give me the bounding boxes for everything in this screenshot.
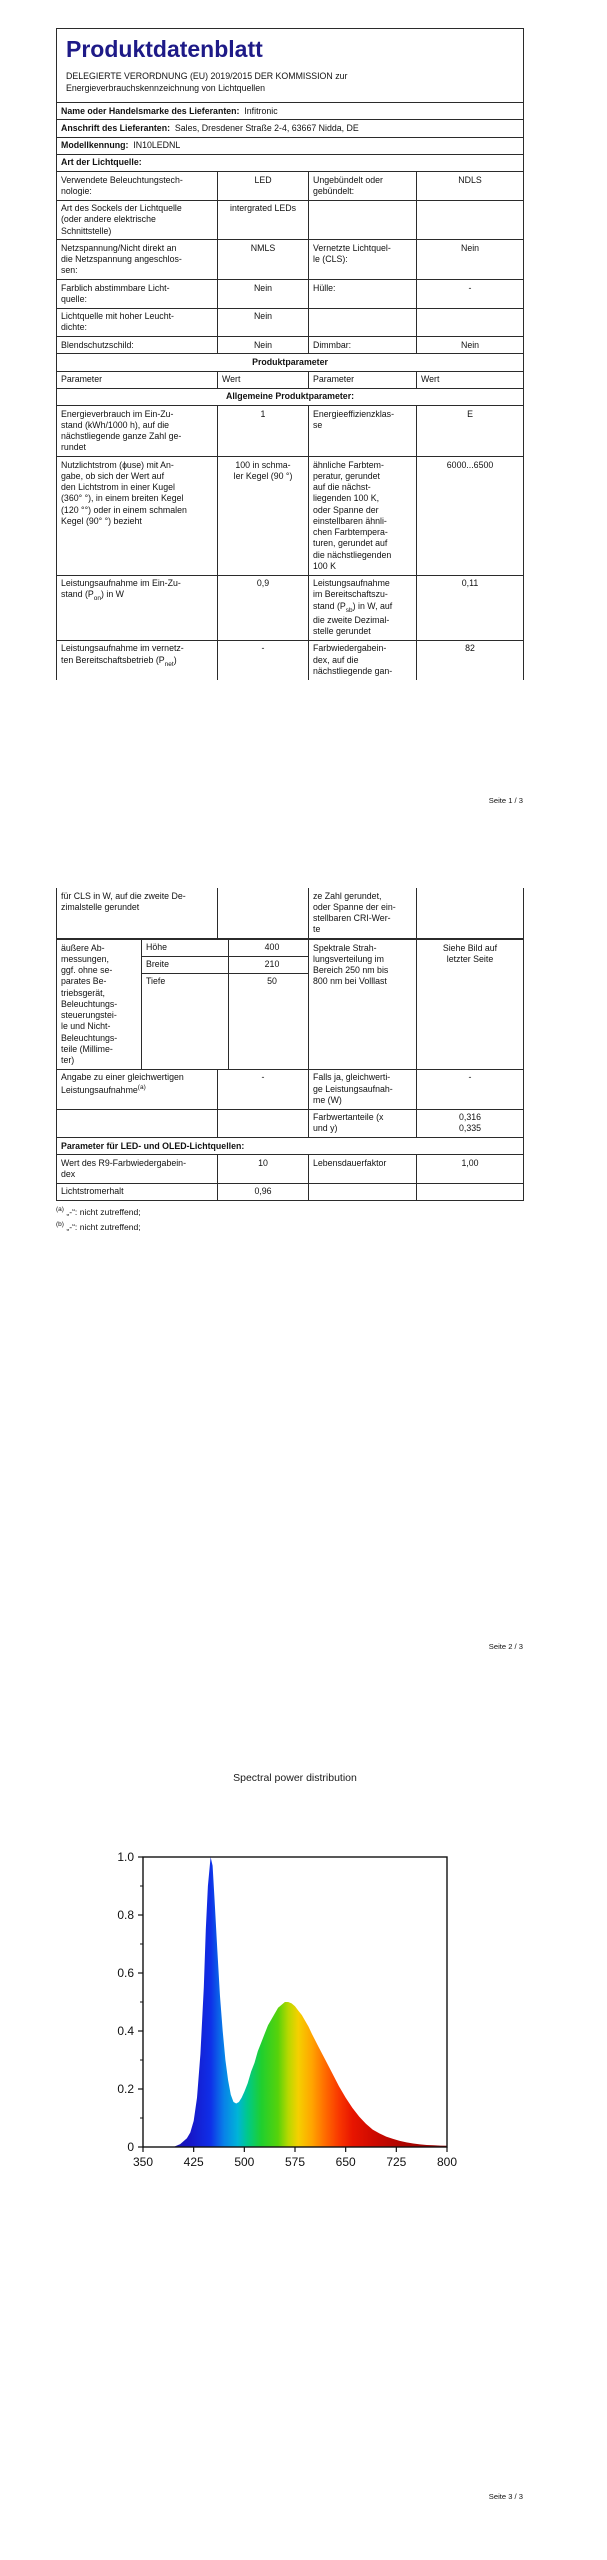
parameter-cell xyxy=(309,308,417,337)
parameter-cell xyxy=(309,1183,417,1200)
value-cell xyxy=(417,200,524,240)
table-row xyxy=(57,1155,524,1184)
x-tick-label: 800 xyxy=(436,2155,458,2169)
parameter-cell: Hülle: xyxy=(309,280,417,309)
page-title: Produktdatenblatt xyxy=(66,36,263,62)
address-label: Anschrift des Lieferanten: xyxy=(61,122,171,133)
supplier-cell xyxy=(57,103,524,120)
section-row xyxy=(57,388,524,405)
y-tick-label: 0.4 xyxy=(117,2024,134,2038)
value-cell: - xyxy=(417,1069,524,1109)
dimension-key: Höhe xyxy=(146,941,168,952)
parameter-cell: Energieeffizienzklas- se xyxy=(309,406,417,457)
page-indicator-3: Seite 3 / 3 xyxy=(488,2492,523,2501)
section-header: Parameter für LED- und OLED-Lichtquellen: xyxy=(57,1138,524,1155)
value-cell: Nein xyxy=(417,337,524,354)
supplier-label: Name oder Handelsmarke des Lieferanten: xyxy=(61,105,240,116)
table-row xyxy=(57,640,524,679)
value-cell: NDLS xyxy=(417,172,524,201)
dimension-value: 210 xyxy=(264,958,280,969)
address-value: Sales, Dresdener Straße 2-4, 63667 Nidda, DE xyxy=(174,122,359,133)
model-row xyxy=(57,137,524,154)
section-row xyxy=(57,1138,524,1155)
value-cell: - xyxy=(417,280,524,309)
parameter-cell: Leistungsaufnahme im Bereitschaftszu- stand $(P_{sb})$ in W, auf die zweite Dezimal- stelle gerundet xyxy=(309,575,417,640)
x-tick-label: 350 xyxy=(132,2155,154,2169)
value-cell: Nein xyxy=(218,337,309,354)
value-cell: 10 xyxy=(218,1155,309,1184)
table-row xyxy=(57,888,524,939)
value-cell: NMLS xyxy=(218,240,309,280)
spectral-power-distribution-chart xyxy=(90,1845,475,2180)
column-header: Wert xyxy=(218,371,309,388)
parameter-cell: Farbwertanteile (x und y) xyxy=(309,1109,417,1138)
parameter-cell: Vernetzte Lichtquel- le (CLS): xyxy=(309,240,417,280)
value-cell xyxy=(417,888,524,939)
dimensions-cell xyxy=(57,939,309,1069)
regulation-subtitle xyxy=(66,71,514,95)
value-cell xyxy=(417,1183,524,1200)
table-row xyxy=(57,1109,524,1138)
section-row xyxy=(57,354,524,371)
parameter-cell: Leistungsaufnahme im Ein-Zu- stand $(P_{on})$ in W xyxy=(57,575,218,640)
parameter-cell: Energieverbrauch im Ein-Zu- stand (kWh/1000 h), auf die nächstliegende ganze Zahl ge- rundet xyxy=(57,406,218,457)
section-row xyxy=(57,154,524,171)
footnote: $^{(b)}$ „-“: nicht zutreffend; xyxy=(56,1220,141,1232)
dimension-entry xyxy=(142,957,308,974)
table-row xyxy=(57,337,524,354)
value-cell: Nein xyxy=(218,308,309,337)
parameter-cell: für CLS in W, auf die zweite De- zimalstelle gerundet xyxy=(57,888,218,939)
dimension-entry xyxy=(142,974,308,990)
dimension-key: Breite xyxy=(146,958,169,969)
value-cell: 0,316 0,335 xyxy=(417,1109,524,1138)
dimension-entry xyxy=(142,940,308,957)
product-table-page2 xyxy=(56,888,524,1201)
table-row xyxy=(57,200,524,240)
y-tick-label: 0.2 xyxy=(117,2082,134,2096)
parameter-cell: Nutzlichtstrom (ɸuse) mit An- gabe, ob sich der Wert auf den Lichtstrom in einer Kugel (360° °), in einem breiten Kegel (120 °°) oder in einem schmalen Kegel (90° °) bezieht xyxy=(57,457,218,576)
parameter-cell: Angabe zu einer gleichwertigen Leistungsaufnahme$^{(a)}$ xyxy=(57,1069,218,1109)
dimensions-row xyxy=(57,939,524,1069)
column-header: Parameter xyxy=(57,371,218,388)
parameter-cell: Lichtstromerhalt xyxy=(57,1183,218,1200)
parameter-cell: Verwendete Beleuchtungstech- nologie: xyxy=(57,172,218,201)
parameter-cell: Blendschutzschild: xyxy=(57,337,218,354)
parameter-cell: Lebensdauerfaktor xyxy=(309,1155,417,1184)
table-row xyxy=(57,575,524,640)
footnote: $^{(a)}$ „-“: nicht zutreffend; xyxy=(56,1206,141,1217)
section-header: Allgemeine Produktparameter: xyxy=(57,388,524,405)
value-cell xyxy=(417,308,524,337)
y-tick-label: 0.6 xyxy=(117,1966,134,1980)
section-header: Produktparameter xyxy=(57,354,524,371)
model-label: Modellkennung: xyxy=(61,140,129,151)
value-cell: 0,9 xyxy=(218,575,309,640)
address-row xyxy=(57,120,524,137)
value-cell xyxy=(218,1109,309,1138)
dimension-value: 400 xyxy=(264,941,280,952)
x-tick-label: 425 xyxy=(183,2155,204,2169)
page-indicator-1: Seite 1 / 3 xyxy=(488,796,523,805)
parameter-cell: ze Zahl gerundet, oder Spanne der ein- stellbaren CRI-Wer- te xyxy=(309,888,417,939)
subtitle-line-2: Energieverbrauchskennzeichnung von Lichtquellen xyxy=(66,83,266,94)
parameter-cell: Netzspannung/Nicht direkt an die Netzspannung angeschlos- sen: xyxy=(57,240,218,280)
section-header: Art der Lichtquelle: xyxy=(57,154,524,171)
value-cell: Nein xyxy=(417,240,524,280)
value-cell: - xyxy=(218,1069,309,1109)
supplier-value: Infitronic xyxy=(244,105,278,116)
model-cell xyxy=(57,137,524,154)
y-tick-label: 1.0 xyxy=(117,1850,134,1864)
parameter-cell: Art des Sockels der Lichtquelle (oder andere elektrische Schnittstelle) xyxy=(57,200,218,240)
model-value: IN10LEDNL xyxy=(133,140,181,151)
page-2 xyxy=(56,888,524,1236)
value-cell: 1 xyxy=(218,406,309,457)
table-row xyxy=(57,240,524,280)
table-row xyxy=(57,1183,524,1200)
x-tick-label: 650 xyxy=(335,2155,356,2169)
parameter-cell: Ungebündelt oder gebündelt: xyxy=(309,172,417,201)
parameter-cell xyxy=(309,200,417,240)
parameter-cell xyxy=(57,1109,218,1138)
column-header: Parameter xyxy=(309,371,417,388)
value-cell: LED xyxy=(218,172,309,201)
dimension-value: 50 xyxy=(267,975,277,986)
x-tick-label: 725 xyxy=(386,2155,407,2169)
value-cell: E xyxy=(417,406,524,457)
table-row xyxy=(57,172,524,201)
x-tick-label: 575 xyxy=(284,2155,306,2169)
y-tick-label: 0.8 xyxy=(117,1908,134,1922)
page-1 xyxy=(56,28,524,680)
parameter-cell: Dimmbar: xyxy=(309,337,417,354)
parameter-cell: Farbwiedergabein- dex, auf die nächstliegende gan- xyxy=(309,640,417,679)
value-cell: Nein xyxy=(218,280,309,309)
address-cell xyxy=(57,120,524,137)
value-cell: 0,96 xyxy=(218,1183,309,1200)
dimensions-label: äußere Ab- messungen, ggf. ohne se- parates Be- triebsgerät, Beleuchtungs- steuerungstei- le und Nicht- Beleuchtungs- teile (Millime- ter) xyxy=(57,940,142,1069)
parameter-cell: Wert des R9-Farbwiedergabein- dex xyxy=(57,1155,218,1184)
parameter-cell: Spektrale Strah- lungsverteilung im Bereich 250 nm bis 800 nm bei Volllast xyxy=(309,939,417,1069)
value-cell: Siehe Bild auf letzter Seite xyxy=(417,939,524,1069)
table-row xyxy=(57,280,524,309)
product-table-page1 xyxy=(56,28,524,680)
parameter-cell: ähnliche Farbtem- peratur, gerundet auf die nächst- liegenden 100 K, oder Spanne der einstellbaren ähnli- chen Farbtempera- turen, gerundet auf die nächstliegenden 100 K xyxy=(309,457,417,576)
title-row xyxy=(57,29,524,103)
value-cell: intergrated LEDs xyxy=(218,200,309,240)
table-row xyxy=(57,371,524,388)
supplier-row xyxy=(57,103,524,120)
value-cell: 6000...6500 xyxy=(417,457,524,576)
table-row xyxy=(57,1069,524,1109)
subtitle-line-1: DELEGIERTE VERORDNUNG (EU) 2019/2015 DER KOMMISSION zur xyxy=(66,71,348,82)
spectrum-area xyxy=(143,1857,447,2147)
page-indicator-2: Seite 2 / 3 xyxy=(488,1642,523,1651)
value-cell: 0,11 xyxy=(417,575,524,640)
y-tick-label: 0 xyxy=(127,2140,134,2154)
parameter-cell: Farblich abstimmbare Licht- quelle: xyxy=(57,280,218,309)
value-cell: - xyxy=(218,640,309,679)
parameter-cell: Lichtquelle mit hoher Leucht- dichte: xyxy=(57,308,218,337)
footnotes xyxy=(56,1206,524,1232)
table-row xyxy=(57,406,524,457)
parameter-cell: Falls ja, gleichwerti- ge Leistungsaufnah- me (W) xyxy=(309,1069,417,1109)
title-cell xyxy=(57,29,524,103)
value-cell: 82 xyxy=(417,640,524,679)
dimensions-grid xyxy=(142,940,308,1069)
x-tick-label: 500 xyxy=(234,2155,255,2169)
table-row xyxy=(57,308,524,337)
dimension-key: Tiefe xyxy=(146,975,166,986)
value-cell: 100 in schma- ler Kegel (90 °) xyxy=(218,457,309,576)
column-header: Wert xyxy=(417,371,524,388)
value-cell: 1,00 xyxy=(417,1155,524,1184)
table-row xyxy=(57,457,524,576)
chart-title: Spectral power distribution xyxy=(233,1772,357,1784)
parameter-cell: Leistungsaufnahme im vernetz- ten Bereitschaftsbetrieb $(P_{net})$ xyxy=(57,640,218,679)
value-cell xyxy=(218,888,309,939)
